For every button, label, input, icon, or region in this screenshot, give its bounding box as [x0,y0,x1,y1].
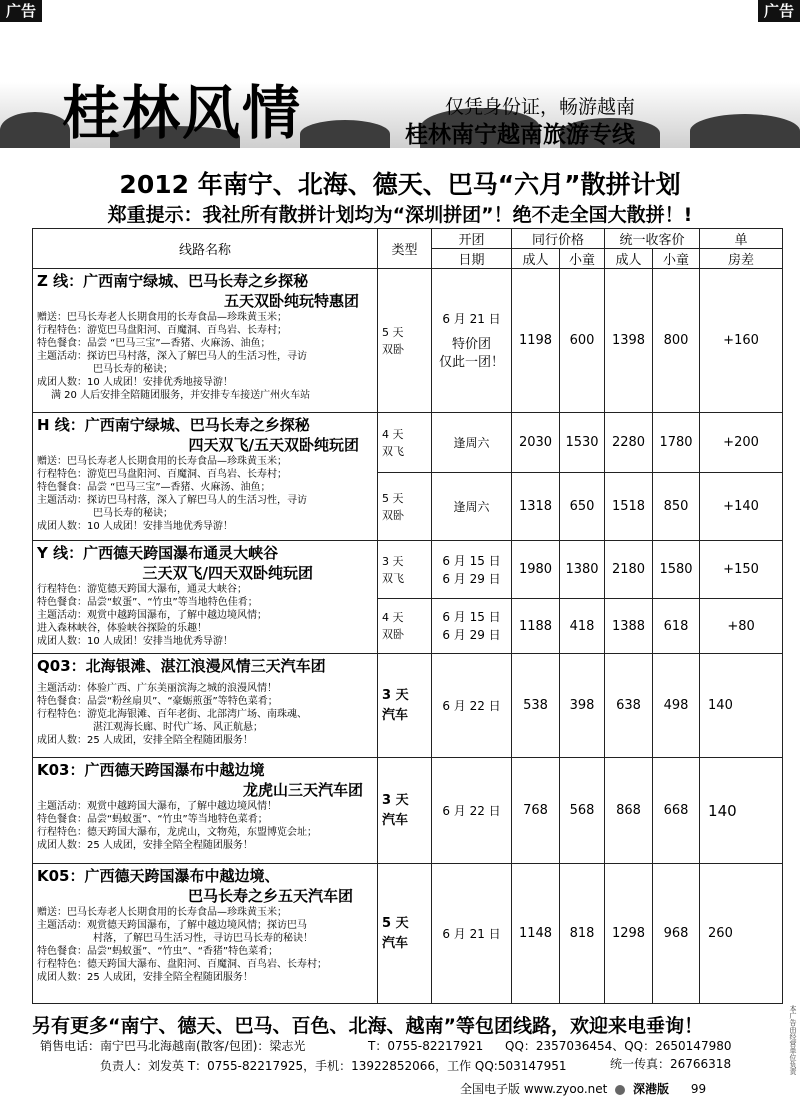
price-cell: 1398 [605,269,653,413]
table-row [33,413,783,473]
price-cell: 2280 [605,413,653,473]
date-cell: 6 月 22 日 [432,758,512,864]
route-cell: H 线：广西南宁绿城、巴马长寿之乡探秘 四天双飞/五天双卧纯玩团 赠送：巴马长寿老人长期食用的长寿食品—珍珠黄玉米； 行程特色：游览巴马盘阳河、百魔洞、百鸟岩、长寿村； 特色餐食：品尝 “巴马三宝”—香猪、火麻汤、油鱼； 主题活动：探访巴马村落，深入了解巴马人的生活习性，寻访 巴马长寿的秘诀； 成团人数：10 人成团！安排当地优秀导游！ [33,413,378,541]
price-cell: 650 [560,473,605,541]
table-row [33,864,783,1004]
edition: 全国电子版 www.zyoo.net [460,1082,608,1096]
price-cell: 968 [653,864,700,1004]
price-cell: 1298 [605,864,653,1004]
page-footer [460,1080,706,1097]
route-detail: 满 20 人后安排全陪随团服务，并安排专车接送广州火车站 [51,390,311,401]
price-cell: 668 [653,758,700,864]
price-cell: 140 [700,654,783,758]
route-cell: Y 线：广西德天跨国瀑布通灵大峡谷 三天双飞/四天双卧纯玩团 行程特色：游览德天跨国大瀑布，通灵大峡谷； 特色餐食：品尝“蚁蛋”、“竹虫”等当地特色佳肴； 主题活动：观赏中越跨国瀑布，了解中越边境风情； 进入森林峡谷，体验峡谷探险的乐趣！ 成团人数：10 人成团！安排当地优秀导游！ [33,541,378,654]
price-cell: 800 [653,269,700,413]
route-detail: 巴马长寿的秘诀； [93,364,173,375]
price-cell: 538 [512,654,560,758]
karst-hill-icon [0,112,70,148]
price-cell: 868 [605,758,653,864]
header-date-2: 日期 [432,249,512,269]
date-cell: 6 月 21 日 [432,864,512,1004]
price-cell: 1198 [512,269,560,413]
header-adult: 成人 [605,249,653,269]
price-cell: 1980 [512,541,560,599]
date-cell: 6 月 15 日 6 月 29 日 [432,599,512,654]
price-cell: +200 [700,413,783,473]
price-cell: 618 [653,599,700,654]
price-cell: 140 [700,758,783,864]
price-cell: 418 [560,599,605,654]
sales-qq: QQ：2357036454、QQ：2650147980 [505,1039,732,1053]
price-cell: 2180 [605,541,653,599]
section-name: 深港版 [633,1082,670,1096]
header-type: 类型 [378,229,432,269]
manager-contact: 负责人：刘发英 T：0755-82217925，手机：13922852066，工作 QQ:503147951 [100,1059,567,1073]
header-peer-price: 同行价格 [512,229,605,249]
more-routes-note: 另有更多“南宁、德天、巴马、百色、北海、越南”等包团线路，欢迎来电垂询！ [32,1015,703,1037]
type-cell: 3 天 汽车 [378,654,432,758]
price-cell: +140 [700,473,783,541]
brand-logo: 桂林风情 [62,79,303,147]
route-detail: 特色餐食：品尝 “巴马三宝”—香猪、火麻汤、油鱼； [37,338,271,349]
price-cell: 2030 [512,413,560,473]
slogan: 仅凭身份证，畅游越南 [445,96,636,118]
type-cell: 3 天 汽车 [378,758,432,864]
price-cell: 1530 [560,413,605,473]
route-detail: 成团人数：10 人成团！安排优秀地接导游！ [37,377,233,388]
price-cell: +80 [700,599,783,654]
page-number: 99 [690,1082,707,1096]
notice: 郑重提示：我社所有散拼计划均为“深圳拼团”！绝不走全国大散拼！! [107,204,693,226]
date-cell: 逢周六 [432,413,512,473]
ad-label-right: 广告 [758,0,800,22]
date-cell: 6 月 22 日 [432,654,512,758]
table-row [33,269,783,413]
karst-hill-icon [300,120,390,148]
price-cell: 1780 [653,413,700,473]
price-cell: +160 [700,269,783,413]
header-route: 线路名称 [33,229,378,269]
price-cell: +150 [700,541,783,599]
price-cell: 498 [653,654,700,758]
date-cell: 6 月 15 日 6 月 29 日 [432,541,512,599]
price-cell: 1188 [512,599,560,654]
route-cell [33,269,378,413]
side-note: 本广告由经营单位负责 [789,1005,797,1075]
price-cell: 638 [605,654,653,758]
price-cell: 818 [560,864,605,1004]
type-cell: 4 天 双卧 [378,599,432,654]
route-cell: K03：广西德天跨国瀑布中越边境 龙虎山三天汽车团 主题活动：观赏中越跨国大瀑布，了解中越边境风情！ 特色餐食：品尝“蚂蚁蛋”、“竹虫”等当地特色菜肴； 行程特色：德天跨国大瀑布，龙虎山，文物苑，东盟博览会址； 成团人数：25 人成团，安排全陪全程随团服务！ [33,758,378,864]
price-cell: 850 [653,473,700,541]
price-cell: 1580 [653,541,700,599]
header-date: 开团 [432,229,512,249]
type-cell: 3 天 双飞 [378,541,432,599]
fax: 统一传真：26766318 [610,1057,732,1071]
route-cell: K05：广西德天跨国瀑布中越边境、 巴马长寿之乡五天汽车团 赠送：巴马长寿老人长期食用的长寿食品—珍珠黄玉米； 主题活动：观赏德天跨国瀑布，了解中越边境风情；探访巴马 村落，了解巴马生活习性，寻访巴马长寿的秘诀！ 特色餐食：品尝“蚂蚁蛋”、“竹虫”、“香猪”特色菜肴； 行程特色：德天跨国大瀑布、盘阳河、百魔洞、百鸟岩、长寿村； 成团人数：25 人成团，安排全陪全程随团服务！ [33,864,378,1004]
date-cell: 逢周六 [432,473,512,541]
page-title: 2012 年南宁、北海、德天、巴马“六月”散拼计划 [119,170,681,199]
price-cell: 1380 [560,541,605,599]
table-row [33,654,783,758]
ad-label-left: 广告 [0,0,42,22]
header-child: 小童 [653,249,700,269]
price-cell: 1518 [605,473,653,541]
table-row [33,541,783,599]
price-cell: 398 [560,654,605,758]
table-row [33,758,783,864]
type-cell: 5 天 双卧 [378,269,432,413]
route-name: Z 线：广西南宁绿城、巴马长寿之乡探秘 [37,272,309,290]
price-cell: 600 [560,269,605,413]
price-cell: 1318 [512,473,560,541]
logo-dot-icon [615,1085,625,1095]
header-unified-price: 统一收客价 [605,229,700,249]
header-single-2: 房差 [700,249,783,269]
route-detail: 行程特色：游览巴马盘阳河、百魔洞、百鸟岩、长寿村； [37,325,287,336]
route-table [32,228,783,1004]
type-cell: 4 天 双飞 [378,413,432,473]
slogan-main: 桂林南宁越南旅游专线 [405,122,635,148]
price-cell: 768 [512,758,560,864]
price-cell: 1388 [605,599,653,654]
price-cell: 260 [700,864,783,1004]
karst-hill-icon [690,114,800,148]
sales-contact: 销售电话：南宁巴马北海越南(散客/包团)：梁志光 [40,1039,306,1053]
header-child: 小童 [560,249,605,269]
route-subname: 五天双卧纯玩特惠团 [223,292,359,310]
price-cell: 1148 [512,864,560,1004]
banner [0,28,800,148]
price-cell: 568 [560,758,605,864]
sales-phone: T：0755-82217921 [368,1039,484,1053]
header-single: 单 [700,229,783,249]
route-detail: 主题活动：探访巴马村落，深入了解巴马人的生活习性，寻访 [37,351,307,362]
date-cell: 6 月 21 日 特价团 仅此一团！ [432,269,512,413]
route-cell: Q03：北海银滩、湛江浪漫风情三天汽车团 主题活动：体验广西、广东美丽滨海之城的浪漫风情！ 特色餐食：品尝“粉丝扇贝”、“豪蛎煎蛋”等特色菜肴； 行程特色：游览北海银滩、百年老街、北部湾广场、南珠魂、 湛江观海长廊、时代广场、风正航悬； 成团人数：25 人成团，安排全陪全程随团服务！ [33,654,378,758]
header-adult: 成人 [512,249,560,269]
route-detail: 赠送：巴马长寿老人长期食用的长寿食品—珍珠黄玉米； [37,312,287,323]
type-cell: 5 天 汽车 [378,864,432,1004]
type-cell: 5 天 双卧 [378,473,432,541]
